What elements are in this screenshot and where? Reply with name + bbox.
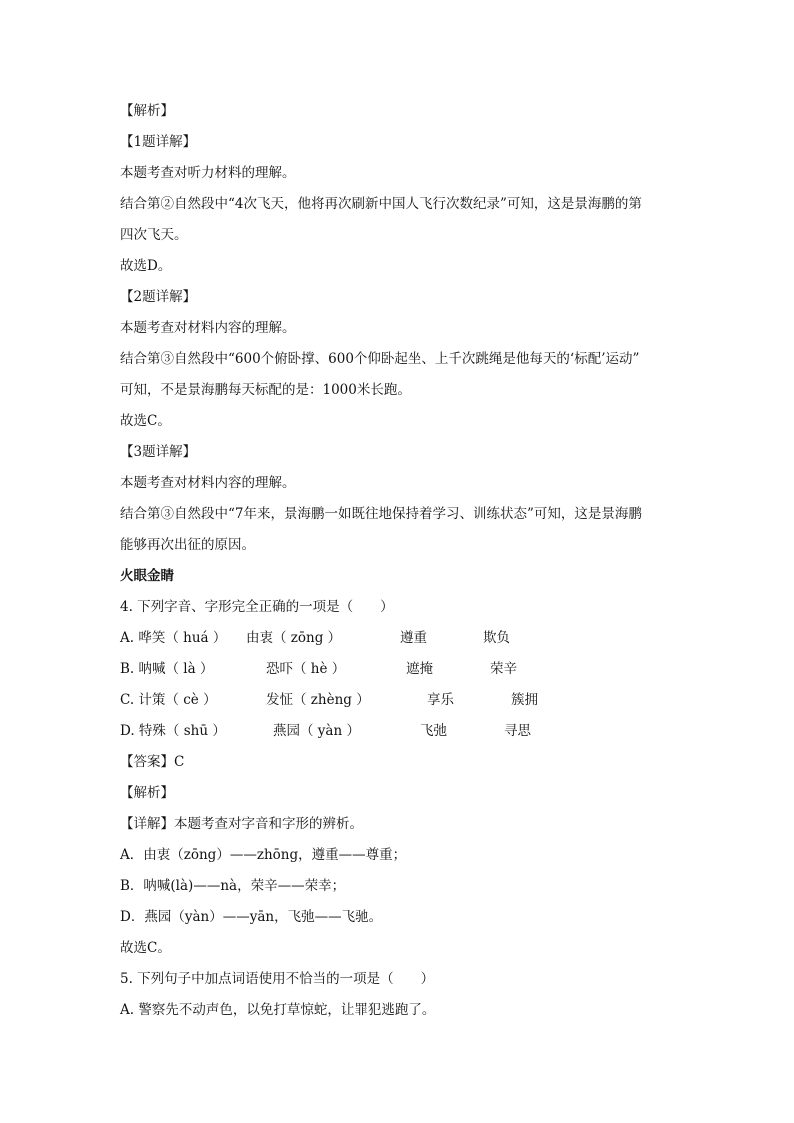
q1-text-b: 四次飞天。 bbox=[120, 227, 188, 243]
q2-detail-header: 【2题详解】 bbox=[120, 289, 197, 305]
q4-option-a-item-1: A. 哗笑（ huá ） bbox=[120, 630, 227, 646]
analysis-title: 【解析】 bbox=[120, 103, 174, 119]
q3-detail-header: 【3题详解】 bbox=[120, 444, 197, 460]
q1-text-a: 结合第②自然段中“4次飞天，他将再次刷新中国人飞行次数纪录”可知，这是景海鹏的第 bbox=[120, 196, 642, 212]
q2-text-a: 结合第③自然段中“600个俯卧撑、600个仰卧起坐、上千次跳绳是他每天的‘标配’运动” bbox=[120, 351, 640, 367]
q4-option-a-item-2: 由衷（ zōng ） bbox=[246, 630, 342, 646]
q4-option-d-item-3: 飞弛 bbox=[420, 723, 447, 739]
q5-option-a: A. 警察先不动声色，以免打草惊蛇，让罪犯逃跑了。 bbox=[120, 1002, 436, 1018]
section-title: 火眼金睛 bbox=[120, 568, 174, 584]
q4-option-c bbox=[120, 685, 690, 716]
q4-option-a-item-4: 欺负 bbox=[483, 630, 510, 646]
q2-text-b: 可知，不是景海鹏每天标配的是：1000米长跑。 bbox=[120, 382, 411, 398]
q4-option-a-item-3: 遵重 bbox=[400, 630, 427, 646]
q4-line-b: B．呐喊(là)——nà，荣辛——荣幸； bbox=[120, 878, 346, 894]
q1-intro: 本题考查对听力材料的理解。 bbox=[120, 165, 296, 181]
q4-option-d bbox=[120, 716, 690, 747]
q4-option-b-item-2: 恐吓（ hè ） bbox=[266, 661, 346, 677]
q3-text-b: 能够再次出征的原因。 bbox=[120, 537, 255, 553]
q4-option-d-item-1: D. 特殊（ shū ） bbox=[120, 723, 226, 739]
q4-option-d-item-2: 燕园（ yàn ） bbox=[273, 723, 360, 739]
q4-line-a: A．由衷（zōng）——zhōng，遵重——尊重； bbox=[120, 847, 407, 863]
document-page bbox=[120, 96, 690, 1026]
q3-intro: 本题考查对材料内容的理解。 bbox=[120, 475, 296, 491]
q3-text-a: 结合第③自然段中“7年来，景海鹏一如既往地保持着学习、训练状态”可知，这是景海鹏 bbox=[120, 506, 642, 522]
q4-option-a bbox=[120, 623, 690, 654]
q4-option-c-item-4: 簇拥 bbox=[511, 692, 538, 708]
q5-stem: 5. 下列句子中加点词语使用不恰当的一项是（ ） bbox=[120, 971, 435, 987]
q2-answer: 故选C。 bbox=[120, 413, 171, 429]
q4-analysis-title: 【解析】 bbox=[120, 785, 174, 801]
q4-option-c-item-1: C. 计策（ cè ） bbox=[120, 692, 217, 708]
q4-detail: 【详解】本题考查对字音和字形的辨析。 bbox=[120, 816, 363, 832]
q4-option-b bbox=[120, 654, 690, 685]
q4-stem: 4. 下列字音、字形完全正确的一项是（ ） bbox=[120, 599, 394, 615]
q4-option-b-item-1: B. 呐喊（ là ） bbox=[120, 661, 214, 677]
q4-conclusion: 故选C。 bbox=[120, 940, 171, 956]
q4-line-d: D．燕园（yàn）——yān，飞弛——飞驰。 bbox=[120, 909, 383, 925]
q4-option-c-item-3: 享乐 bbox=[427, 692, 454, 708]
q4-answer: 【答案】C bbox=[120, 754, 185, 770]
q1-answer: 故选D。 bbox=[120, 258, 172, 274]
q4-option-b-item-3: 遮掩 bbox=[406, 661, 433, 677]
q4-option-d-item-4: 寻思 bbox=[504, 723, 531, 739]
q4-option-c-item-2: 发怔（ zhèng ） bbox=[266, 692, 370, 708]
q4-option-b-item-4: 荣辛 bbox=[490, 661, 517, 677]
q2-intro: 本题考查对材料内容的理解。 bbox=[120, 320, 296, 336]
q1-detail-header: 【1题详解】 bbox=[120, 134, 197, 150]
